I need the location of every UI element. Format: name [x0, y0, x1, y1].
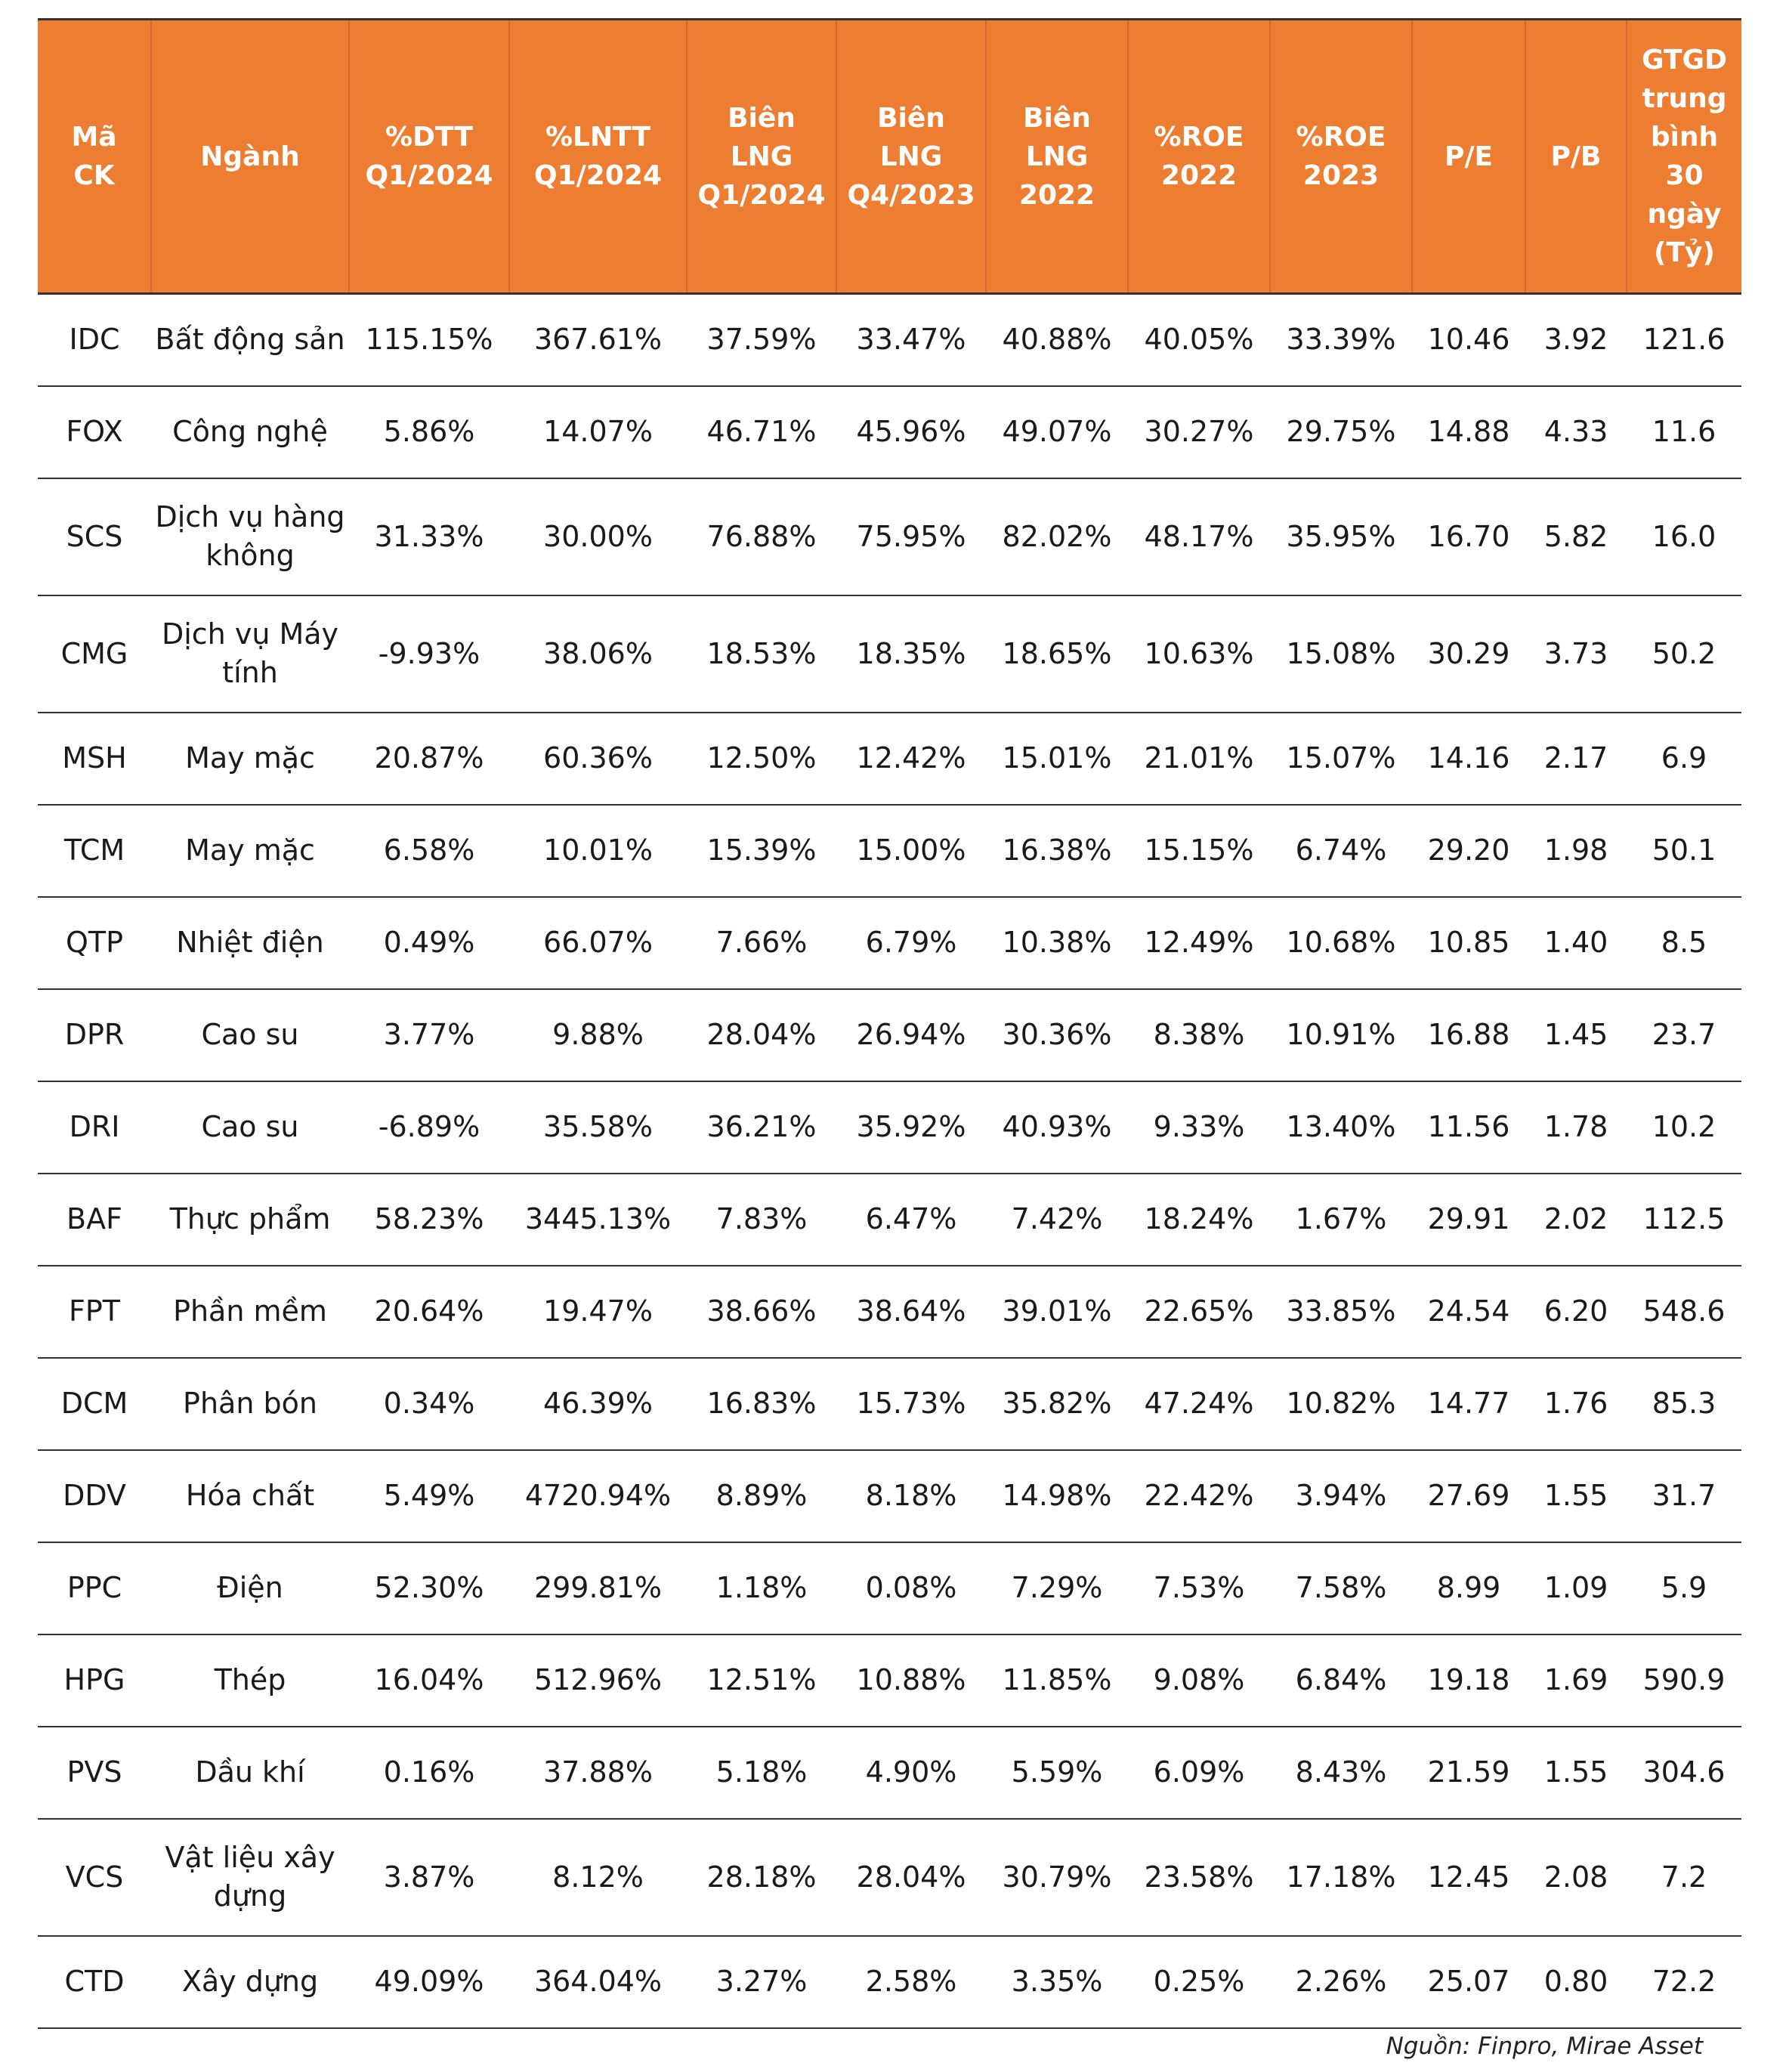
table-row [38, 1450, 1741, 1542]
value-cell: 10.68% [1270, 897, 1412, 989]
column-header-7 [1128, 20, 1270, 294]
value-cell: 26.94% [836, 989, 986, 1081]
value-cell: 2.58% [836, 1936, 986, 2028]
value-cell: 115.15% [349, 294, 509, 386]
value-cell: 12.49% [1128, 897, 1270, 989]
value-cell: 7.53% [1128, 1542, 1270, 1634]
sector-cell: Dầu khí [151, 1727, 349, 1819]
value-cell: 112.5 [1627, 1174, 1741, 1266]
value-cell: 2.08 [1525, 1819, 1627, 1936]
value-cell: 3.92 [1525, 294, 1627, 386]
value-cell: 5.59% [986, 1727, 1128, 1819]
value-cell: 6.9 [1627, 713, 1741, 805]
value-cell: 16.0 [1627, 478, 1741, 595]
value-cell: 1.45 [1525, 989, 1627, 1081]
value-cell: 1.09 [1525, 1542, 1627, 1634]
value-cell: 15.73% [836, 1358, 986, 1450]
value-cell: 75.95% [836, 478, 986, 595]
value-cell: 18.65% [986, 595, 1128, 713]
value-cell: 49.09% [349, 1936, 509, 2028]
value-cell: 37.59% [687, 294, 836, 386]
value-cell: 8.38% [1128, 989, 1270, 1081]
value-cell: 38.06% [509, 595, 687, 713]
column-header-11 [1627, 20, 1741, 294]
sector-line: không [205, 539, 295, 572]
sector-line: tính [222, 656, 278, 689]
column-header-line: Q1/2024 [534, 160, 662, 191]
value-cell: 16.70 [1412, 478, 1525, 595]
value-cell: 22.65% [1128, 1266, 1270, 1358]
value-cell: 18.24% [1128, 1174, 1270, 1266]
value-cell: 4720.94% [509, 1450, 687, 1542]
value-cell: 14.07% [509, 386, 687, 478]
value-cell: 3.94% [1270, 1450, 1412, 1542]
value-cell: 30.27% [1128, 386, 1270, 478]
value-cell: 85.3 [1627, 1358, 1741, 1450]
ticker-cell: SCS [38, 478, 151, 595]
ticker-cell: HPG [38, 1634, 151, 1727]
value-cell: 7.29% [986, 1542, 1128, 1634]
value-cell: 12.50% [687, 713, 836, 805]
value-cell: 9.08% [1128, 1634, 1270, 1727]
value-cell: 10.2 [1627, 1081, 1741, 1174]
value-cell: 21.59 [1412, 1727, 1525, 1819]
value-cell: 5.18% [687, 1727, 836, 1819]
value-cell: 20.87% [349, 713, 509, 805]
sector-cell: Thép [151, 1634, 349, 1727]
value-cell: 2.26% [1270, 1936, 1412, 2028]
table-row [38, 713, 1741, 805]
value-cell: 15.07% [1270, 713, 1412, 805]
value-cell: 367.61% [509, 294, 687, 386]
column-header-line: Biên [877, 102, 945, 134]
value-cell: 50.2 [1627, 595, 1741, 713]
column-header-line: P/B [1550, 141, 1602, 172]
value-cell: 0.25% [1128, 1936, 1270, 2028]
table-row [38, 1081, 1741, 1174]
value-cell: 33.39% [1270, 294, 1412, 386]
column-header-line: %DTT [385, 122, 473, 153]
value-cell: 16.88 [1412, 989, 1525, 1081]
column-header-line: Ngành [200, 141, 300, 172]
value-cell: 72.2 [1627, 1936, 1741, 2028]
table-row [38, 1266, 1741, 1358]
sector-cell: Bất động sản [151, 294, 349, 386]
value-cell: 25.07 [1412, 1936, 1525, 2028]
value-cell: 10.85 [1412, 897, 1525, 989]
column-header-line: ngày [1647, 199, 1722, 230]
value-cell: 7.42% [986, 1174, 1128, 1266]
value-cell: 16.38% [986, 805, 1128, 897]
value-cell: 3.73 [1525, 595, 1627, 713]
column-header-9 [1412, 20, 1525, 294]
value-cell: 14.16 [1412, 713, 1525, 805]
value-cell: 121.6 [1627, 294, 1741, 386]
value-cell: 0.34% [349, 1358, 509, 1450]
value-cell: 21.01% [1128, 713, 1270, 805]
value-cell: -6.89% [349, 1081, 509, 1174]
value-cell: 4.90% [836, 1727, 986, 1819]
value-cell: 2.02 [1525, 1174, 1627, 1266]
value-cell: 364.04% [509, 1936, 687, 2028]
value-cell: 8.89% [687, 1450, 836, 1542]
value-cell: -9.93% [349, 595, 509, 713]
value-cell: 38.66% [687, 1266, 836, 1358]
value-cell: 548.6 [1627, 1266, 1741, 1358]
value-cell: 9.88% [509, 989, 687, 1081]
value-cell: 30.36% [986, 989, 1128, 1081]
column-header-line: (Tỷ) [1654, 237, 1715, 268]
value-cell: 10.91% [1270, 989, 1412, 1081]
value-cell: 8.99 [1412, 1542, 1525, 1634]
value-cell: 22.42% [1128, 1450, 1270, 1542]
ticker-cell: DPR [38, 989, 151, 1081]
value-cell: 590.9 [1627, 1634, 1741, 1727]
value-cell: 3445.13% [509, 1174, 687, 1266]
value-cell: 1.55 [1525, 1450, 1627, 1542]
value-cell: 66.07% [509, 897, 687, 989]
value-cell: 12.42% [836, 713, 986, 805]
value-cell: 0.16% [349, 1727, 509, 1819]
sector-line: Dịch vụ Máy [161, 617, 339, 651]
sector-cell: Điện [151, 1542, 349, 1634]
value-cell: 0.80 [1525, 1936, 1627, 2028]
value-cell: 16.83% [687, 1358, 836, 1450]
ticker-cell: TCM [38, 805, 151, 897]
ticker-cell: MSH [38, 713, 151, 805]
value-cell: 10.46 [1412, 294, 1525, 386]
sector-cell: Phân bón [151, 1358, 349, 1450]
column-header-6 [986, 20, 1128, 294]
value-cell: 5.9 [1627, 1542, 1741, 1634]
ticker-cell: VCS [38, 1819, 151, 1936]
value-cell: 29.75% [1270, 386, 1412, 478]
value-cell: 7.66% [687, 897, 836, 989]
sector-cell: Phần mềm [151, 1266, 349, 1358]
value-cell: 15.00% [836, 805, 986, 897]
table-row [38, 1936, 1741, 2028]
value-cell: 35.58% [509, 1081, 687, 1174]
sector-cell [151, 478, 349, 595]
table-header [38, 20, 1741, 294]
value-cell: 10.88% [836, 1634, 986, 1727]
value-cell: 48.17% [1128, 478, 1270, 595]
column-header-line: 2022 [1160, 160, 1238, 191]
value-cell: 15.39% [687, 805, 836, 897]
value-cell: 8.12% [509, 1819, 687, 1936]
value-cell: 39.01% [986, 1266, 1128, 1358]
sector-cell: Hóa chất [151, 1450, 349, 1542]
sector-cell: Thực phẩm [151, 1174, 349, 1266]
value-cell: 6.47% [836, 1174, 986, 1266]
value-cell: 35.95% [1270, 478, 1412, 595]
value-cell: 40.05% [1128, 294, 1270, 386]
value-cell: 18.53% [687, 595, 836, 713]
value-cell: 35.92% [836, 1081, 986, 1174]
value-cell: 1.78 [1525, 1081, 1627, 1174]
sector-cell: Nhiệt điện [151, 897, 349, 989]
value-cell: 0.49% [349, 897, 509, 989]
ticker-cell: FPT [38, 1266, 151, 1358]
column-header-line: %ROE [1154, 122, 1244, 153]
value-cell: 60.36% [509, 713, 687, 805]
value-cell: 6.74% [1270, 805, 1412, 897]
sector-cell [151, 595, 349, 713]
value-cell: 52.30% [349, 1542, 509, 1634]
value-cell: 24.54 [1412, 1266, 1525, 1358]
value-cell: 46.71% [687, 386, 836, 478]
column-header-line: P/E [1444, 141, 1494, 172]
ticker-cell: DCM [38, 1358, 151, 1450]
value-cell: 50.1 [1627, 805, 1741, 897]
table-row [38, 989, 1741, 1081]
value-cell: 28.18% [687, 1819, 836, 1936]
value-cell: 46.39% [509, 1358, 687, 1450]
value-cell: 35.82% [986, 1358, 1128, 1450]
value-cell: 1.69 [1525, 1634, 1627, 1727]
value-cell: 58.23% [349, 1174, 509, 1266]
value-cell: 3.87% [349, 1819, 509, 1936]
value-cell: 16.04% [349, 1634, 509, 1727]
column-header-line: 2023 [1302, 160, 1380, 191]
value-cell: 8.43% [1270, 1727, 1412, 1819]
value-cell: 5.49% [349, 1450, 509, 1542]
value-cell: 36.21% [687, 1081, 836, 1174]
sector-cell: Xây dựng [151, 1936, 349, 2028]
value-cell: 6.84% [1270, 1634, 1412, 1727]
stock-table-container [38, 18, 1741, 2029]
value-cell: 6.58% [349, 805, 509, 897]
value-cell: 8.5 [1627, 897, 1741, 989]
value-cell: 1.98 [1525, 805, 1627, 897]
column-header-line: %LNTT [545, 122, 651, 153]
value-cell: 7.58% [1270, 1542, 1412, 1634]
value-cell: 19.47% [509, 1266, 687, 1358]
column-header-line: Q1/2024 [365, 160, 493, 191]
value-cell: 11.6 [1627, 386, 1741, 478]
sector-cell [151, 1819, 349, 1936]
value-cell: 31.7 [1627, 1450, 1741, 1542]
sector-line: Dịch vụ hàng [155, 500, 345, 533]
ticker-cell: DRI [38, 1081, 151, 1174]
column-header-line: Biên [1023, 102, 1091, 134]
value-cell: 17.18% [1270, 1819, 1412, 1936]
table-row [38, 478, 1741, 595]
sector-cell: Công nghệ [151, 386, 349, 478]
value-cell: 304.6 [1627, 1727, 1741, 1819]
value-cell: 30.79% [986, 1819, 1128, 1936]
value-cell: 3.35% [986, 1936, 1128, 2028]
value-cell: 40.88% [986, 294, 1128, 386]
value-cell: 30.00% [509, 478, 687, 595]
table-row [38, 1819, 1741, 1936]
ticker-cell: QTP [38, 897, 151, 989]
column-header-8 [1270, 20, 1412, 294]
sector-cell: Cao su [151, 1081, 349, 1174]
sector-line: dựng [213, 1879, 287, 1913]
value-cell: 1.55 [1525, 1727, 1627, 1819]
value-cell: 6.09% [1128, 1727, 1270, 1819]
ticker-cell: CMG [38, 595, 151, 713]
table-row [38, 897, 1741, 989]
sector-line: Vật liệu xây [165, 1841, 335, 1874]
column-header-line: GTGD [1642, 45, 1727, 76]
sector-cell: May mặc [151, 713, 349, 805]
table-row [38, 1542, 1741, 1634]
value-cell: 15.08% [1270, 595, 1412, 713]
column-header-line: LNG [1025, 141, 1089, 172]
value-cell: 13.40% [1270, 1081, 1412, 1174]
column-header-line: Q1/2024 [697, 179, 826, 211]
value-cell: 33.85% [1270, 1266, 1412, 1358]
value-cell: 76.88% [687, 478, 836, 595]
value-cell: 0.08% [836, 1542, 986, 1634]
table-row [38, 1727, 1741, 1819]
value-cell: 7.2 [1627, 1819, 1741, 1936]
value-cell: 23.7 [1627, 989, 1741, 1081]
value-cell: 29.91 [1412, 1174, 1525, 1266]
column-header-line: Mã [71, 122, 117, 153]
value-cell: 47.24% [1128, 1358, 1270, 1450]
column-header-0 [38, 20, 151, 294]
value-cell: 1.76 [1525, 1358, 1627, 1450]
table-body [38, 294, 1741, 2028]
value-cell: 31.33% [349, 478, 509, 595]
source-note: Nguồn: Finpro, Mirae Asset [1386, 2033, 1703, 2060]
column-header-line: bình [1650, 122, 1719, 153]
value-cell: 14.98% [986, 1450, 1128, 1542]
value-cell: 15.15% [1128, 805, 1270, 897]
column-header-line: trung [1642, 83, 1727, 114]
value-cell: 1.67% [1270, 1174, 1412, 1266]
value-cell: 15.01% [986, 713, 1128, 805]
value-cell: 38.64% [836, 1266, 986, 1358]
value-cell: 10.82% [1270, 1358, 1412, 1450]
table-row [38, 386, 1741, 478]
column-header-line: Q4/2023 [847, 179, 975, 211]
value-cell: 82.02% [986, 478, 1128, 595]
column-header-line: LNG [879, 141, 943, 172]
value-cell: 29.20 [1412, 805, 1525, 897]
value-cell: 5.86% [349, 386, 509, 478]
column-header-5 [836, 20, 986, 294]
value-cell: 1.18% [687, 1542, 836, 1634]
value-cell: 6.20 [1525, 1266, 1627, 1358]
value-cell: 30.29 [1412, 595, 1525, 713]
value-cell: 28.04% [836, 1819, 986, 1936]
value-cell: 45.96% [836, 386, 986, 478]
column-header-1 [151, 20, 349, 294]
ticker-cell: CTD [38, 1936, 151, 2028]
value-cell: 9.33% [1128, 1081, 1270, 1174]
value-cell: 8.18% [836, 1450, 986, 1542]
ticker-cell: PPC [38, 1542, 151, 1634]
value-cell: 2.17 [1525, 713, 1627, 805]
table-row [38, 1634, 1741, 1727]
value-cell: 10.63% [1128, 595, 1270, 713]
ticker-cell: IDC [38, 294, 151, 386]
value-cell: 49.07% [986, 386, 1128, 478]
value-cell: 3.77% [349, 989, 509, 1081]
ticker-cell: DDV [38, 1450, 151, 1542]
column-header-line: 2022 [1018, 179, 1095, 211]
value-cell: 28.04% [687, 989, 836, 1081]
ticker-cell: PVS [38, 1727, 151, 1819]
column-header-line: CK [73, 160, 115, 191]
table-row [38, 595, 1741, 713]
table-row [38, 805, 1741, 897]
value-cell: 512.96% [509, 1634, 687, 1727]
value-cell: 14.88 [1412, 386, 1525, 478]
sector-cell: Cao su [151, 989, 349, 1081]
value-cell: 11.85% [986, 1634, 1128, 1727]
value-cell: 11.56 [1412, 1081, 1525, 1174]
value-cell: 10.38% [986, 897, 1128, 989]
value-cell: 33.47% [836, 294, 986, 386]
value-cell: 5.82 [1525, 478, 1627, 595]
column-header-10 [1525, 20, 1627, 294]
value-cell: 20.64% [349, 1266, 509, 1358]
header-row [38, 20, 1741, 294]
value-cell: 6.79% [836, 897, 986, 989]
value-cell: 3.27% [687, 1936, 836, 2028]
stock-comparison-table [38, 18, 1741, 2029]
ticker-cell: FOX [38, 386, 151, 478]
column-header-3 [509, 20, 687, 294]
table-row [38, 1358, 1741, 1450]
value-cell: 7.83% [687, 1174, 836, 1266]
value-cell: 37.88% [509, 1727, 687, 1819]
value-cell: 299.81% [509, 1542, 687, 1634]
value-cell: 14.77 [1412, 1358, 1525, 1450]
column-header-line: LNG [730, 141, 793, 172]
ticker-cell: BAF [38, 1174, 151, 1266]
column-header-4 [687, 20, 836, 294]
column-header-line: 30 [1665, 160, 1704, 191]
value-cell: 12.51% [687, 1634, 836, 1727]
sector-cell: May mặc [151, 805, 349, 897]
value-cell: 40.93% [986, 1081, 1128, 1174]
value-cell: 10.01% [509, 805, 687, 897]
table-row [38, 1174, 1741, 1266]
value-cell: 23.58% [1128, 1819, 1270, 1936]
value-cell: 1.40 [1525, 897, 1627, 989]
value-cell: 12.45 [1412, 1819, 1525, 1936]
column-header-2 [349, 20, 509, 294]
value-cell: 18.35% [836, 595, 986, 713]
value-cell: 4.33 [1525, 386, 1627, 478]
column-header-line: Biên [728, 102, 796, 134]
value-cell: 19.18 [1412, 1634, 1525, 1727]
column-header-line: %ROE [1296, 122, 1386, 153]
value-cell: 27.69 [1412, 1450, 1525, 1542]
table-row [38, 294, 1741, 386]
